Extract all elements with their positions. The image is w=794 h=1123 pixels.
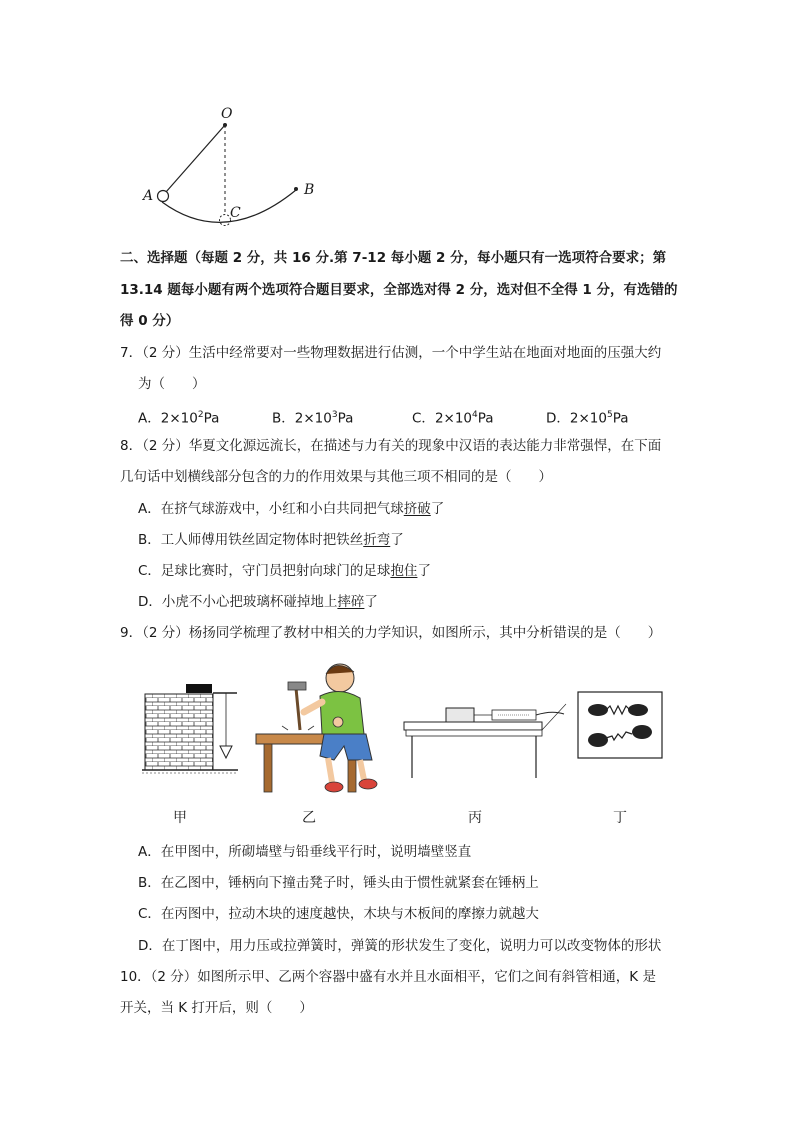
q9-option-b: B．在乙图中，锤柄向下撞击凳子时，锤头由于惯性就紧套在锤柄上 (138, 875, 539, 891)
figure-label-jia: 甲 (173, 810, 187, 826)
ball-at-a (158, 191, 169, 202)
section2-line3: 得 0 分） (120, 313, 180, 329)
figure-label-yi: 乙 (302, 810, 316, 826)
figure-bing-block-spring-scale (402, 700, 572, 780)
q7-option-d: D．$2\times 10^5Pa$ (546, 410, 629, 427)
figure-jia-brick-wall (140, 682, 240, 777)
q8-option-c: C．足球比赛时，守门员把射向球门的足球抱住了 (138, 563, 431, 579)
q9-stem-line1: 9．（2 分）杨扬同学梳理了教材中相关的力学知识，如图所示，其中分析错误的是（ ） (120, 625, 662, 641)
q7-option-a: A．$2\times 10^2Pa$ (138, 410, 220, 427)
q8-option-a: A．在挤气球游戏中，小红和小白共同把气球挤破了 (138, 501, 445, 517)
label-o: O (221, 106, 233, 122)
section2-line2: 13.14 题每小题有两个选项符合题目要求，全部选对得 2 分，选对但不全得 1 分，有选错的 (120, 282, 678, 298)
q7-option-b: B．$2\times 10^3Pa$ (272, 410, 354, 427)
figure-yi-hammer-bench (248, 656, 398, 798)
q8-option-b: B．工人师傅用铁丝固定物体时把铁丝折弯了 (138, 532, 404, 548)
ball-at-c (220, 215, 231, 226)
q10-stem-line1: 10．（2 分）如图所示甲、乙两个容器中盛有水并且水面相平，它们之间有斜管相通，K 是 (120, 969, 656, 985)
label-c: C (230, 205, 241, 221)
pendulum-string (166, 125, 225, 192)
q7-stem-line1: 7．（2 分）生活中经常要对一些物理数据进行估测，一个中学生站在地面对地面的压强大约 (120, 345, 662, 361)
q9-option-c: C．在丙图中，拉动木块的速度越快，木块与木板间的摩擦力就越大 (138, 906, 539, 922)
q8-stem-line2: 几句话中划横线部分包含的力的作用效果与其他三项不相同的是（ ） (120, 469, 552, 485)
swing-arc (162, 190, 296, 222)
q8-option-d: D．小虎不小心把玻璃杯碰掉地上摔碎了 (138, 594, 378, 610)
figure-label-bing: 丙 (468, 810, 482, 826)
label-b: B (304, 182, 315, 198)
figure-label-ding: 丁 (613, 810, 627, 826)
point-b (294, 187, 298, 191)
q9-option-a: A．在甲图中，所砌墙壁与铅垂线平行时，说明墙壁竖直 (138, 844, 472, 860)
q7-option-c: C．$2\times 10^4Pa$ (412, 410, 494, 427)
q8-stem-line1: 8．（2 分）华夏文化源远流长，在描述与力有关的现象中汉语的表达能力非常强悍，在下面 (120, 438, 662, 454)
q9-option-d: D．在丁图中，用力压或拉弹簧时，弹簧的形状发生了变化，说明力可以改变物体的形状 (138, 938, 662, 954)
q10-stem-line2: 开关，当 K 打开后，则（ ） (120, 1000, 313, 1016)
section2-line1: 二、选择题（每题 2 分，共 16 分.第 7-12 每小题 2 分，每小题只有一选项符合要求；第 (120, 250, 667, 266)
pivot-point (223, 123, 227, 127)
label-a: A (143, 188, 154, 204)
figure-ding-spring-hands (576, 690, 664, 760)
q7-stem-line2: 为（ ） (138, 376, 206, 392)
